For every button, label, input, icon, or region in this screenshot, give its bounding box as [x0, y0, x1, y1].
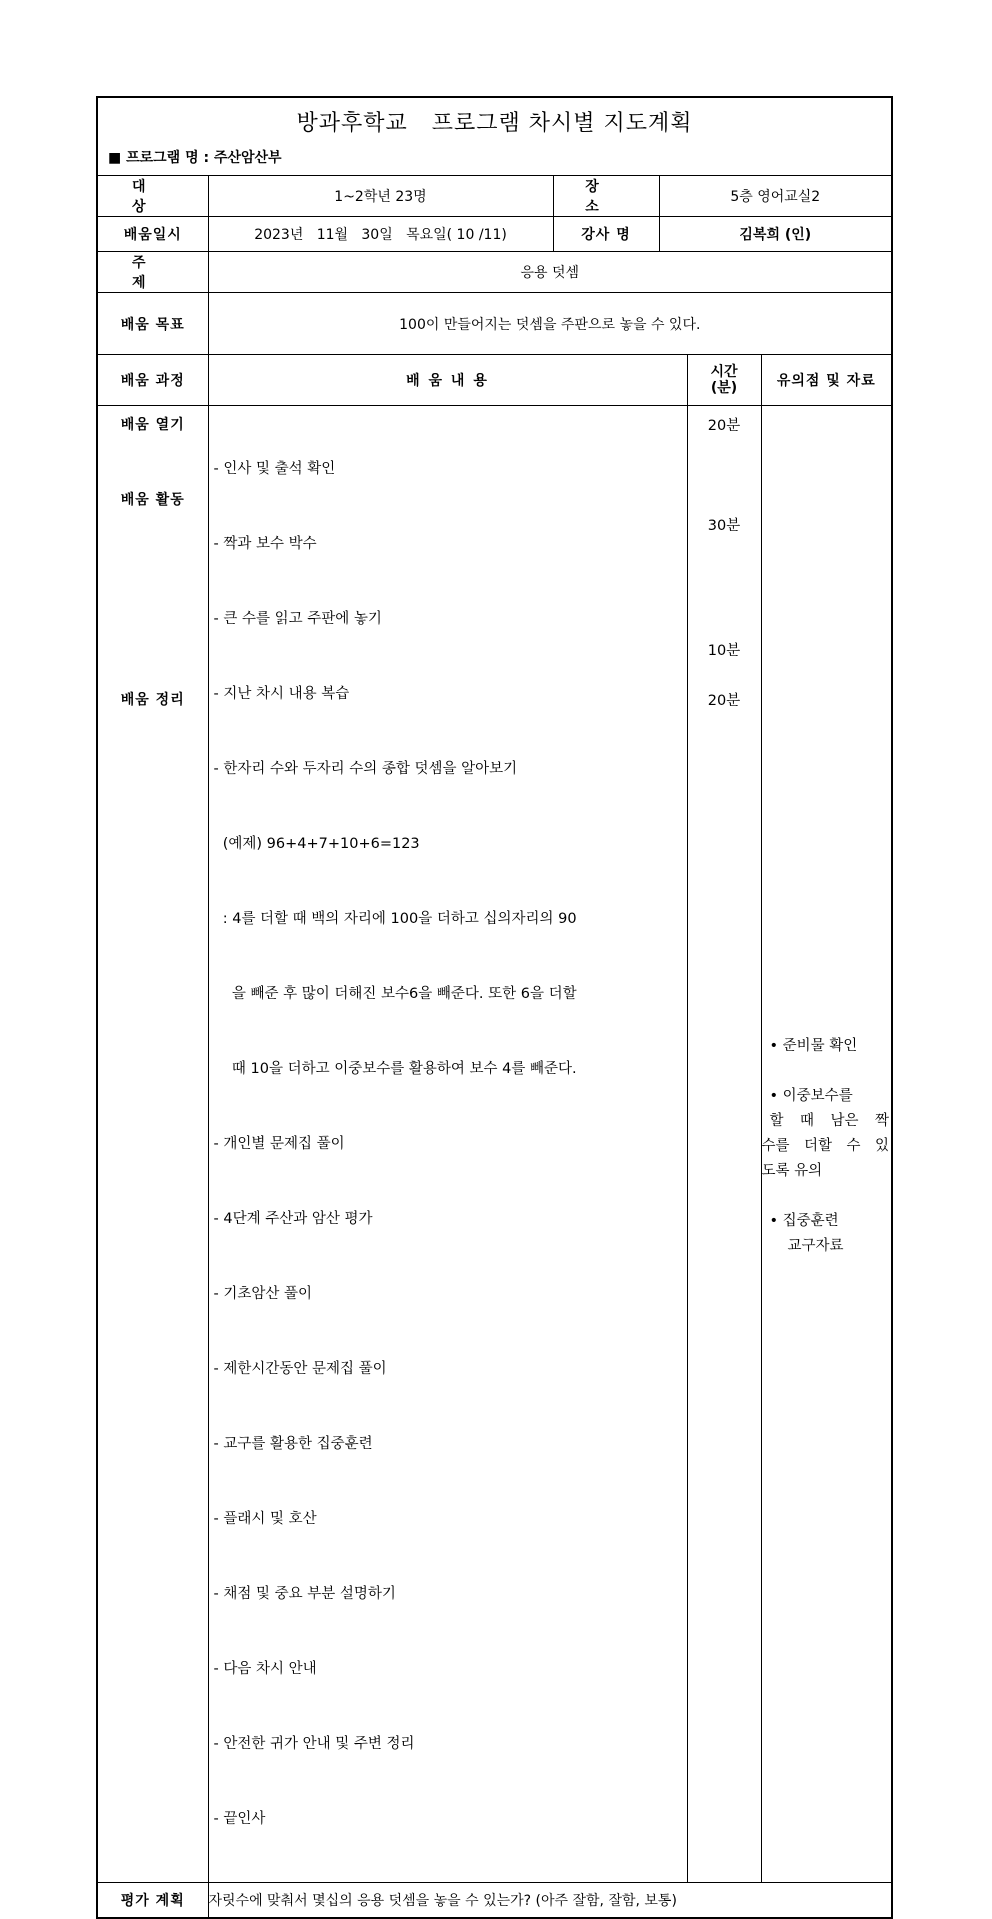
list-item: - 인사 및 출석 확인 — [213, 461, 336, 477]
time-practice: 10분 — [707, 643, 741, 659]
list-item: 을 빼준 후 많이 더해진 보수6을 빼준다. 또한 6을 더할 — [213, 986, 577, 1002]
list-item: - 안전한 귀가 안내 및 주변 정리 — [213, 1736, 415, 1752]
time-activity: 30분 — [707, 518, 741, 534]
goal-label: 배움 목표 — [97, 293, 208, 355]
list-item: - 한자리 수와 두자리 수의 종합 덧셈을 알아보기 — [213, 761, 518, 777]
date-value: 2023년 11월 30일 목요일( 10 /11) — [208, 217, 553, 252]
teacher-label: 강사 명 — [553, 217, 659, 252]
target-value: 1~2학년 23명 — [208, 176, 553, 217]
title-part-1: 방과후학교 — [296, 111, 408, 136]
content-cell — [208, 406, 687, 1883]
target-label: 대 상 — [97, 176, 208, 217]
list-item: 때 10을 더하고 이중보수를 활용하여 보수 4를 빼준다. — [213, 1061, 577, 1077]
notes-column-header: 유의점 및 자료 — [761, 355, 892, 406]
note-training: • 집중훈련 교구자료 — [769, 1212, 844, 1254]
time-opening: 20분 — [707, 418, 741, 434]
stage-closing: 배움 정리 — [120, 692, 185, 708]
stage-opening: 배움 열기 — [120, 417, 185, 433]
list-item: - 플래시 및 호산 — [213, 1511, 317, 1527]
list-item: (예제) 96+4+7+10+6=123 — [213, 836, 420, 852]
list-item: - 채점 및 중요 부분 설명하기 — [213, 1586, 396, 1602]
goal-value: 100이 만들어지는 덧셈을 주판으로 놓을 수 있다. — [208, 293, 892, 355]
process-column-header: 배움 과정 — [97, 355, 208, 406]
topic-label: 주 제 — [97, 252, 208, 293]
title-part-2: 프로그램 차시별 지도계획 — [431, 111, 693, 136]
title-cell — [97, 97, 892, 176]
program-name: ■ 프로그램 명 : 주산암산부 — [108, 150, 282, 166]
time-column-header: 시간 (분) — [687, 355, 761, 406]
list-item: - 큰 수를 읽고 주판에 놓기 — [213, 611, 382, 627]
content-list — [209, 406, 687, 1882]
lesson-plan-table — [96, 96, 893, 1919]
list-item: - 제한시간동안 문제집 풀이 — [213, 1361, 387, 1377]
time-closing: 20분 — [707, 693, 741, 709]
evaluation-label: 평가 계획 — [97, 1883, 208, 1919]
page-title — [98, 98, 891, 137]
list-item: - 짝과 보수 박수 — [213, 536, 317, 552]
list-item: - 끝인사 — [213, 1811, 266, 1827]
evaluation-value: 자릿수에 맞춰서 몇십의 응용 덧셈을 놓을 수 있는가? (아주 잘함, 잘함, 보통) — [208, 1883, 892, 1919]
list-item: - 다음 차시 안내 — [213, 1661, 317, 1677]
note-materials: • 준비물 확인 — [769, 1037, 858, 1054]
times-cell — [687, 406, 761, 1883]
place-value: 5층 영어교실2 — [659, 176, 892, 217]
content-column-header: 배 움 내 용 — [208, 355, 687, 406]
list-item: - 4단계 주산과 암산 평가 — [213, 1211, 373, 1227]
list-item: : 4를 더할 때 백의 자리에 100을 더하고 십의자리의 90 — [213, 911, 577, 927]
list-item: - 기초암산 풀이 — [213, 1286, 312, 1302]
place-label: 장 소 — [553, 176, 659, 217]
stage-activity: 배움 활동 — [120, 492, 185, 508]
stages-cell — [97, 406, 208, 1883]
list-item: - 개인별 문제집 풀이 — [213, 1136, 345, 1152]
teacher-value: 김복희 (인) — [659, 217, 892, 252]
topic-value: 응용 덧셈 — [208, 252, 892, 293]
list-item: - 지난 차시 내용 복습 — [213, 686, 350, 702]
list-item: - 교구를 활용한 집중훈련 — [213, 1436, 373, 1452]
note-complement: • 이중보수를 할 때 남은 짝 수를 더할 수 있 도록 유의 — [761, 1087, 890, 1179]
notes-cell — [761, 406, 892, 1883]
date-label: 배움일시 — [97, 217, 208, 252]
